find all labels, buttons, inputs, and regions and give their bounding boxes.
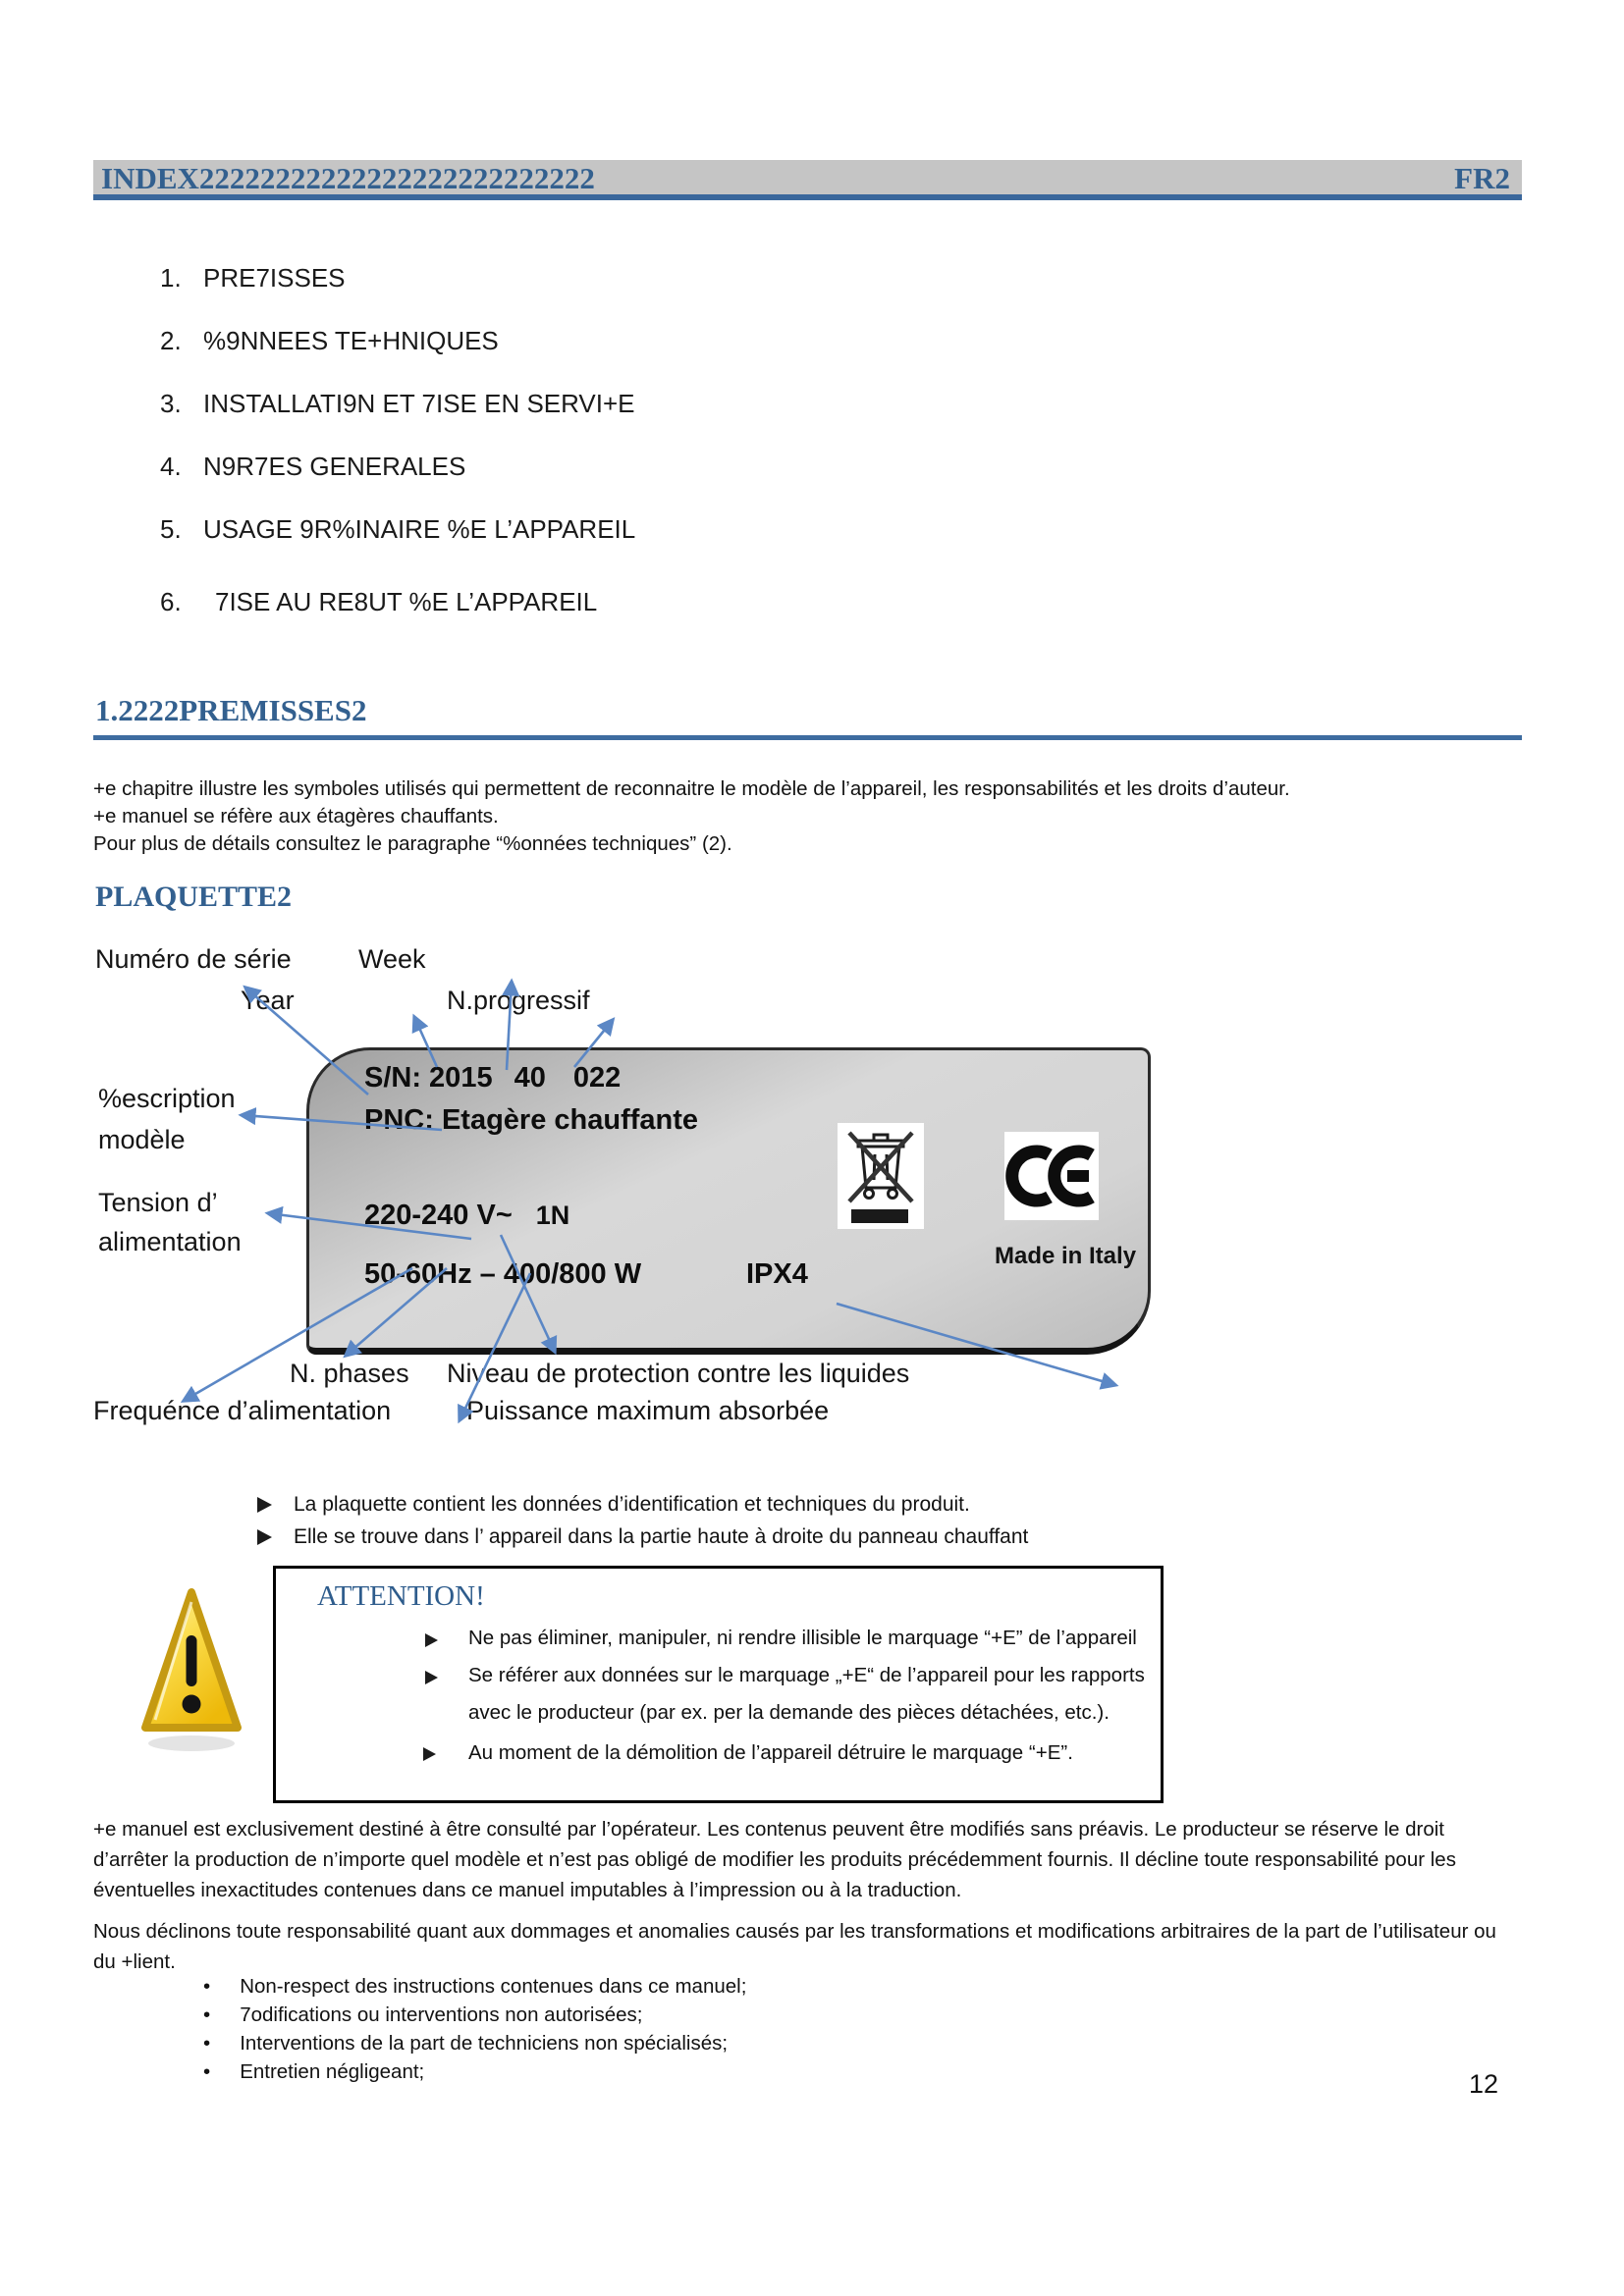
plate-frequency-power: 50-60Hz – 400/800 W <box>364 1258 642 1290</box>
toc-item-2 <box>160 326 499 356</box>
toc-number: 6. <box>160 587 182 616</box>
plate-pnc: PNC: Etagère chauffante <box>364 1104 699 1136</box>
plate-note-2 <box>257 1525 1028 1549</box>
plate-phase: 1N <box>535 1201 570 1230</box>
label-description-model-line1: %escription <box>98 1084 236 1113</box>
toc-label: N9R7ES GENERALES <box>203 452 466 481</box>
label-supply-voltage-line2: alimentation <box>98 1227 242 1256</box>
toc-item-5 <box>160 514 635 545</box>
liability-bullet-1 <box>203 1975 746 1999</box>
toc-item-1 <box>160 263 346 294</box>
footer-paragraph2-line2: du +lient. <box>93 1950 176 1973</box>
label-max-power: Puissance maximum absorbée <box>466 1396 830 1425</box>
ce-mark-icon <box>1004 1132 1099 1220</box>
label-serial-number: Numéro de série <box>95 944 292 974</box>
toc-label: %9NNEES TE+HNIQUES <box>203 326 499 355</box>
bullet-text: Non-respect des instructions contenues dans ce manuel; <box>240 1975 747 1998</box>
rating-plate <box>306 1047 1151 1355</box>
toc-item-3 <box>160 389 635 419</box>
toc-number: 2. <box>160 326 182 355</box>
plate-note-1 <box>257 1493 970 1517</box>
attention-title: ATTENTION! <box>317 1580 485 1612</box>
footer-paragraph1-line3: éventuelles inexactitudes contenues dans ce manuel imputables à l’impression ou à la traduction. <box>93 1879 962 1901</box>
header-title: INDEX22222222222222222222222222 <box>101 160 595 195</box>
toc-label: 7ISE AU RE8UT %E L’APPAREIL <box>215 587 598 616</box>
toc-item-4 <box>160 452 465 482</box>
plate-week-value: 40 <box>514 1062 546 1094</box>
intro-line-3: Pour plus de détails consultez le paragraphe “%onnées techniques” (2). <box>93 832 732 855</box>
arrowhead-bullet-icon <box>257 1497 272 1513</box>
plate-sn: S/N: 2015 <box>364 1062 493 1094</box>
plaquette-heading: PLAQUETTE2 <box>95 881 293 913</box>
warning-triangle-icon <box>134 1578 249 1757</box>
plate-serial-row <box>364 1062 621 1095</box>
label-description-model-line2: modèle <box>98 1125 186 1154</box>
bullet-dot: • <box>203 1975 211 1998</box>
bullet-text: Entretien négligeant; <box>240 2060 425 2083</box>
header-language-code: FR2 <box>1454 160 1510 195</box>
toc-label: USAGE 9R%INAIRE %E L’APPAREIL <box>203 514 636 544</box>
attention-item-2-line1: Se référer aux données sur le marquage „+E“ de l’appareil pour les rapports <box>468 1664 1145 1686</box>
bullet-dot: • <box>203 2060 211 2083</box>
attention-item-1: Ne pas éliminer, manipuler, ni rendre illisible le marquage “+E” de l’appareil <box>468 1627 1137 1649</box>
toc-number: 3. <box>160 389 182 418</box>
arrowhead-bullet-icon <box>257 1529 272 1545</box>
liability-bullet-2 <box>203 2003 642 2027</box>
toc-label: INSTALLATI9N ET 7ISE EN SERVI+E <box>203 389 635 418</box>
label-week: Week <box>358 944 426 974</box>
attention-box <box>273 1566 1164 1803</box>
note-text: Elle se trouve dans l’ appareil dans la partie haute à droite du panneau chauffant <box>294 1525 1029 1548</box>
plate-progressive-value: 022 <box>572 1062 622 1094</box>
intro-line-1: +e chapitre illustre les symboles utilisés qui permettent de reconnaitre le modèle de l’appareil, les responsabilités et les droits d’auteur. <box>93 777 1290 800</box>
label-phases: N. phases <box>290 1359 409 1388</box>
section-heading-premisses: 1.2222PREMISSES2 <box>95 693 367 727</box>
bullet-dot: • <box>203 2003 211 2026</box>
liability-bullet-3 <box>203 2032 728 2056</box>
plate-voltage-row <box>364 1200 569 1232</box>
note-text: La plaquette contient les données d’identification et techniques du produit. <box>294 1493 970 1516</box>
toc-item-6 <box>160 587 597 617</box>
label-liquid-protection: Niveau de protection contre les liquides <box>447 1359 910 1388</box>
intro-line-2: +e manuel se réfère aux étagères chauffants. <box>93 805 499 828</box>
toc-number: 5. <box>160 514 182 544</box>
heading-rule <box>93 735 1522 740</box>
bullet-dot: • <box>203 2032 211 2055</box>
weee-crossed-bin-icon <box>838 1123 924 1229</box>
page-number: 12 <box>1469 2069 1499 2099</box>
label-year: Year <box>241 986 295 1015</box>
toc-number: 1. <box>160 263 182 293</box>
arrowhead-bullet-icon <box>423 1747 436 1761</box>
toc-label: PRE7ISSES <box>203 263 346 293</box>
footer-paragraph2-line1: Nous déclinons toute responsabilité quant aux dommages et anomalies causés par les transformations et modifications arbitraires de la part de l’utilisateur ou <box>93 1920 1496 1943</box>
attention-item-3: Au moment de la démolition de l’appareil détruire le marquage “+E”. <box>468 1741 1073 1764</box>
footer-paragraph1-line1: +e manuel est exclusivement destiné à être consulté par l’opérateur. Les contenus peuvent être modifiés sans préavis. Le producteur se réserve le droit <box>93 1818 1444 1841</box>
toc-number: 4. <box>160 452 182 481</box>
arrowhead-bullet-icon <box>425 1671 438 1684</box>
bullet-text: Interventions de la part de techniciens non spécialisés; <box>240 2032 729 2055</box>
label-supply-frequency: Frequénce d’alimentation <box>93 1396 392 1425</box>
bullet-text: 7odifications ou interventions non autorisées; <box>240 2003 643 2026</box>
plate-made-in: Made in Italy <box>995 1243 1137 1269</box>
page-header-band <box>93 160 1522 200</box>
footer-paragraph1-line2: d’arrêter la production de n’importe quel modèle et n’est pas obligé de modifier les produits précédemment fournis. Il décline toute responsabilité pour les <box>93 1848 1456 1871</box>
label-progressive-number: N.progressif <box>447 986 590 1015</box>
attention-item-2-line2: avec le producteur (par ex. per la demande des pièces détachées, etc.). <box>468 1701 1110 1724</box>
liability-bullet-4 <box>203 2060 424 2084</box>
plate-ip-rating: IPX4 <box>746 1258 808 1290</box>
plate-voltage: 220-240 V~ <box>364 1200 513 1231</box>
arrowhead-bullet-icon <box>425 1633 438 1647</box>
label-supply-voltage-line1: Tension d’ <box>98 1188 218 1217</box>
